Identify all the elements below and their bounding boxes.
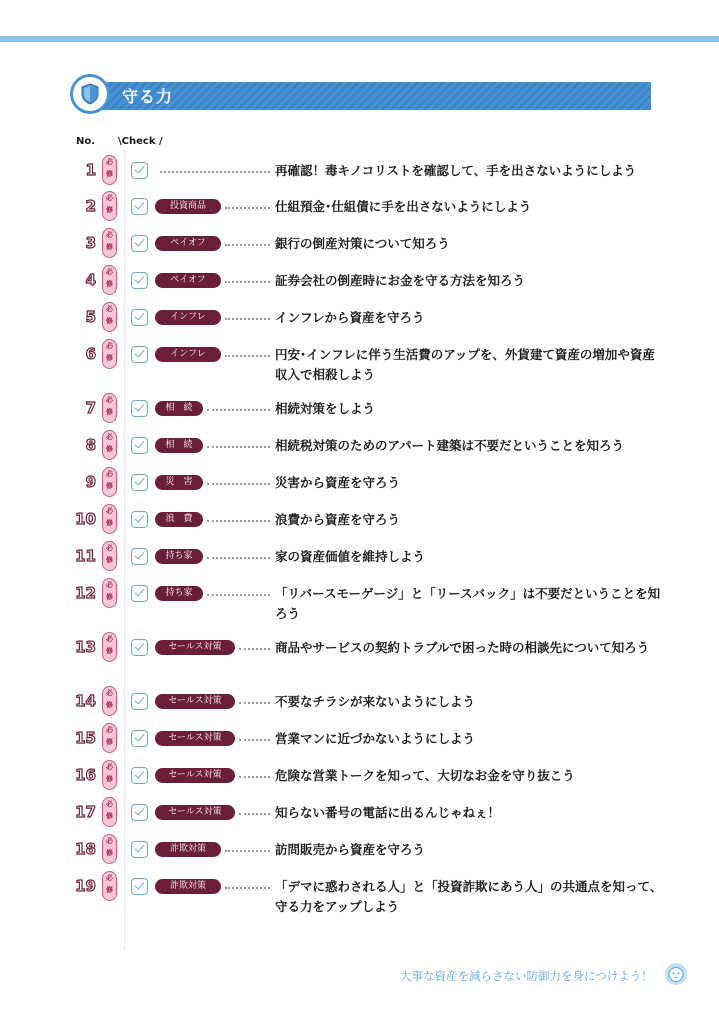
item-text: 仕組預金･仕組債に手を出さないようにしよう (275, 199, 532, 214)
item-number: 16 (75, 766, 96, 784)
must-badge-char: 修 (106, 354, 113, 362)
category-tag: 持ち家 (155, 549, 203, 564)
checkbox-icon[interactable] (131, 272, 148, 289)
item-text: 「デマに惑わされる人」と「投資詐欺にあう人」の共通点を知って、守る力をアップしよう (275, 879, 663, 914)
must-badge-char: 修 (106, 886, 113, 894)
must-badge (102, 632, 117, 662)
dot-leader (225, 355, 270, 357)
shield-icon (80, 83, 100, 105)
checkbox-icon[interactable] (131, 730, 148, 747)
checkbox-icon[interactable] (131, 309, 148, 326)
must-badge (102, 191, 117, 221)
item-number: 19 (75, 877, 96, 895)
category-tag: 相 続 (155, 401, 203, 416)
checkbox-icon[interactable] (131, 400, 148, 417)
category-tag: セールス対策 (155, 768, 235, 783)
item-number: 4 (85, 271, 96, 289)
item-number: 15 (75, 729, 96, 747)
item-number: 5 (85, 308, 96, 326)
must-badge-char: 必 (106, 874, 113, 882)
must-badge-char: 修 (106, 701, 113, 709)
dot-leader (207, 520, 270, 522)
must-badge (102, 265, 117, 295)
column-divider (124, 150, 125, 950)
item-number: 9 (85, 473, 96, 491)
must-badge (102, 834, 117, 864)
checkbox-icon[interactable] (131, 548, 148, 565)
item-number: 7 (85, 399, 96, 417)
must-badge-char: 必 (106, 544, 113, 552)
lion-mascot-icon (664, 962, 688, 986)
must-badge-char: 必 (106, 194, 113, 202)
must-badge (102, 797, 117, 827)
category-tag: セールス対策 (155, 640, 235, 655)
must-badge-char: 修 (106, 170, 113, 178)
item-number: 2 (85, 197, 96, 215)
must-badge-char: 修 (106, 775, 113, 783)
item-number: 17 (75, 803, 96, 821)
must-badge-char: 必 (106, 763, 113, 771)
must-badge-char: 修 (106, 593, 113, 601)
must-badge-char: 必 (106, 342, 113, 350)
item-number: 12 (75, 584, 96, 602)
category-tag: セールス対策 (155, 805, 235, 820)
checkbox-icon[interactable] (131, 511, 148, 528)
must-badge-char: 必 (106, 837, 113, 845)
banner-bar (98, 82, 651, 110)
category-tag: ペイオフ (155, 236, 221, 251)
category-tag: 相 続 (155, 438, 203, 453)
checkbox-icon[interactable] (131, 639, 148, 656)
item-text: 「リバースモーゲージ」と「リースバック」は不要だということを知ろう (275, 586, 661, 621)
checkbox-icon[interactable] (131, 198, 148, 215)
must-badge (102, 302, 117, 332)
must-badge-char: 必 (106, 158, 113, 166)
checkbox-icon[interactable] (131, 437, 148, 454)
dot-leader (239, 776, 270, 778)
must-badge (102, 871, 117, 901)
category-tag: 災 害 (155, 475, 203, 490)
category-tag: ペイオフ (155, 273, 221, 288)
must-badge (102, 228, 117, 258)
item-text: 危険な営業トークを知って、大切なお金を守り抜こう (275, 768, 575, 783)
category-tag: 浪 費 (155, 512, 203, 527)
must-badge-char: 必 (106, 305, 113, 313)
dot-leader (239, 739, 270, 741)
item-number: 18 (75, 840, 96, 858)
must-badge-char: 修 (106, 812, 113, 820)
item-text: インフレから資産を守ろう (275, 310, 425, 325)
top-accent-bar (0, 36, 719, 42)
must-badge-char: 修 (106, 445, 113, 453)
item-text: 商品やサービスの契約トラブルで困った時の相談先について知ろう (275, 640, 650, 655)
item-text: 証券会社の倒産時にお金を守る方法を知ろう (275, 273, 526, 288)
item-text: 営業マンに近づかないようにしよう (275, 731, 476, 746)
column-header-check: \Check / (118, 136, 163, 147)
item-number: 8 (85, 436, 96, 454)
category-tag: インフレ (155, 347, 221, 362)
item-text: 家の資産価値を維持しよう (275, 549, 426, 564)
item-number: 11 (75, 547, 96, 565)
must-badge (102, 339, 117, 369)
category-tag: 持ち家 (155, 586, 203, 601)
dot-leader (225, 207, 270, 209)
dot-leader (207, 483, 270, 485)
must-badge-char: 必 (106, 581, 113, 589)
must-badge-char: 修 (106, 280, 113, 288)
dot-leader (225, 318, 270, 320)
must-badge-char: 修 (106, 519, 113, 527)
dot-leader (225, 281, 270, 283)
must-badge-char: 必 (106, 800, 113, 808)
checkbox-icon[interactable] (131, 235, 148, 252)
must-badge-char: 必 (106, 396, 113, 404)
item-text: 訪問販売から資産を守ろう (275, 842, 426, 857)
must-badge-char: 必 (106, 689, 113, 697)
dot-leader (239, 702, 270, 704)
item-number: 6 (85, 345, 96, 363)
must-badge (102, 578, 117, 608)
must-badge (102, 155, 117, 185)
item-text: 不要なチラシが来ないようにしよう (275, 694, 476, 709)
must-badge (102, 760, 117, 790)
dot-leader (207, 557, 270, 559)
must-badge-char: 修 (106, 556, 113, 564)
item-number: 3 (85, 234, 96, 252)
item-text: 銀行の倒産対策について知ろう (275, 236, 450, 251)
checkbox-icon[interactable] (131, 804, 148, 821)
dot-leader (207, 409, 270, 411)
must-badge-char: 必 (106, 433, 113, 441)
must-badge (102, 430, 117, 460)
must-badge-char: 必 (106, 507, 113, 515)
must-badge (102, 723, 117, 753)
column-header-no: No. (76, 136, 96, 147)
item-text: 浪費から資産を守ろう (275, 512, 401, 527)
must-badge-char: 修 (106, 647, 113, 655)
dot-leader (225, 887, 270, 889)
checkbox-icon[interactable] (131, 693, 148, 710)
section-banner (74, 76, 651, 112)
dot-leader (225, 850, 270, 852)
must-badge (102, 393, 117, 423)
category-tag: セールス対策 (155, 731, 235, 746)
dot-leader (207, 446, 270, 448)
must-badge-char: 必 (106, 268, 113, 276)
must-badge-char: 修 (106, 243, 113, 251)
dot-leader (160, 171, 270, 173)
category-tag: セールス対策 (155, 694, 235, 709)
dot-leader (239, 813, 270, 815)
dot-leader (207, 594, 270, 596)
must-badge-char: 修 (106, 206, 113, 214)
checkbox-icon[interactable] (131, 162, 148, 179)
must-badge-char: 修 (106, 738, 113, 746)
shield-badge (70, 74, 110, 114)
checkbox-icon[interactable] (131, 878, 148, 895)
item-text: 知らない番号の電話に出るんじゃねぇ！ (275, 805, 501, 820)
checkbox-icon[interactable] (131, 841, 148, 858)
footer-slogan: 大事な資産を減らさない防御力を身につけよう！ (400, 969, 653, 983)
item-text: 災害から資産を守ろう (275, 475, 401, 490)
checkbox-icon[interactable] (131, 767, 148, 784)
item-text: 相続税対策のためのアパート建築は不要だということを知ろう (275, 438, 625, 453)
dot-leader (239, 648, 270, 650)
must-badge-char: 必 (106, 726, 113, 734)
item-number: 1 (85, 161, 96, 179)
must-badge-char: 修 (106, 408, 113, 416)
must-badge-char: 必 (106, 635, 113, 643)
item-number: 14 (75, 692, 96, 710)
category-tag: インフレ (155, 310, 221, 325)
must-badge (102, 467, 117, 497)
dot-leader (225, 244, 270, 246)
must-badge-char: 修 (106, 317, 113, 325)
must-badge (102, 686, 117, 716)
checkbox-icon[interactable] (131, 474, 148, 491)
must-badge-char: 必 (106, 470, 113, 478)
item-number: 13 (75, 638, 96, 656)
checkbox-icon[interactable] (131, 585, 148, 602)
category-tag: 詐欺対策 (155, 842, 221, 857)
section-title: 守る力 (122, 87, 174, 106)
must-badge-char: 修 (106, 849, 113, 857)
item-number: 10 (75, 510, 96, 528)
must-badge-char: 必 (106, 231, 113, 239)
checkbox-icon[interactable] (131, 346, 148, 363)
must-badge (102, 504, 117, 534)
item-text: 再確認！毒キノコリストを確認して、手を出さないようにしよう (275, 163, 637, 178)
category-tag: 詐欺対策 (155, 879, 221, 894)
must-badge (102, 541, 117, 571)
must-badge-char: 修 (106, 482, 113, 490)
category-tag: 投資商品 (155, 199, 221, 214)
item-text: 円安･インフレに伴う生活費のアップを、外貨建て資産の増加や資産収入で相殺しよう (275, 347, 655, 382)
item-text: 相続対策をしよう (275, 401, 376, 416)
